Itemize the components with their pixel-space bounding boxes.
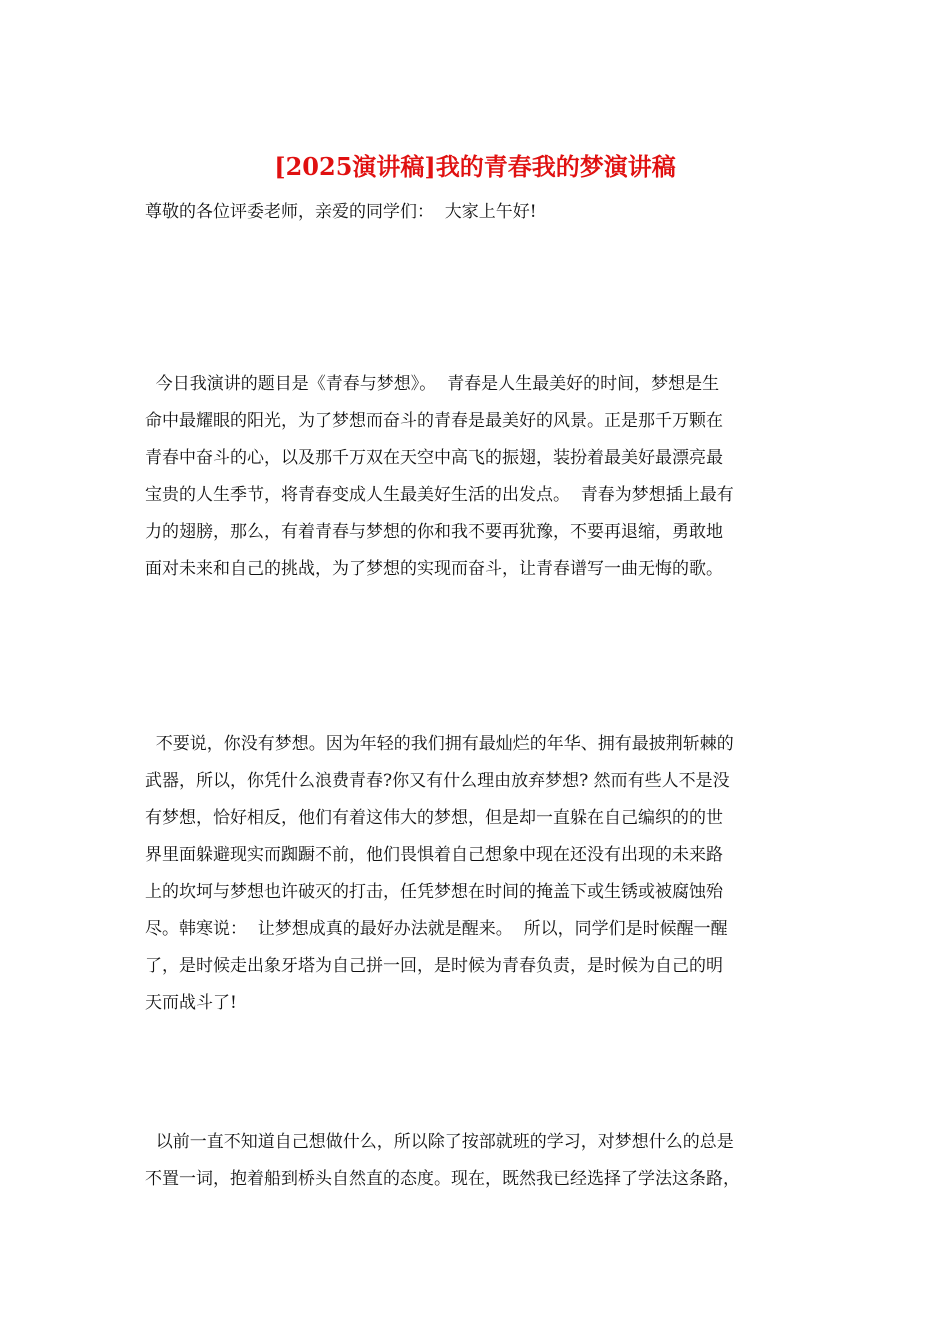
paragraph-line: 命中最耀眼的阳光，为了梦想而奋斗的青春是最美好的风景。正是那千万颗在 [145, 411, 723, 431]
paragraph-2 [145, 726, 810, 1022]
paragraph-line: 不置一词，抱着船到桥头自然直的态度。现在，既然我已经选择了学法这条路， [145, 1169, 740, 1189]
document-title: [2025演讲稿]我的青春我的梦演讲稿 [274, 152, 676, 181]
paragraph-line: 面对未来和自己的挑战，为了梦想的实现而奋斗，让青春谱写一曲无悔的歌。 [145, 559, 723, 579]
paragraph-line: 尽。韩寒说： 让梦想成真的最好办法就是醒来。 所以，同学们是时候醒一醒 [145, 919, 728, 939]
paragraph-line: 青春中奋斗的心，以及那千万双在天空中高飞的振翅，装扮着最美好最漂亮最 [145, 448, 723, 468]
paragraph-1 [145, 366, 810, 588]
paragraph-line: 了，是时候走出象牙塔为自己拼一回，是时候为青春负责，是时候为自己的明 [145, 956, 723, 976]
paragraph-line: 力的翅膀，那么，有着青春与梦想的你和我不要再犹豫，不要再退缩，勇敢地 [145, 522, 723, 542]
paragraph-line: 天而战斗了! [145, 993, 237, 1013]
paragraph-line: 武器，所以，你凭什么浪费青春?你又有什么理由放弃梦想? 然而有些人不是没 [145, 771, 730, 791]
paragraph-line: 宝贵的人生季节，将青春变成人生最美好生活的出发点。 青春为梦想插上最有 [145, 485, 734, 505]
paragraph-line: 上的坎坷与梦想也许破灭的打击，任凭梦想在时间的掩盖下或生锈或被腐蚀殆 [145, 882, 723, 902]
paragraph-line: 以前一直不知道自己想做什么，所以除了按部就班的学习，对梦想什么的总是 [145, 1132, 734, 1152]
paragraph-line: 界里面躲避现实而踟蹰不前，他们畏惧着自己想象中现在还没有出现的未来路 [145, 845, 723, 865]
paragraph-3 [145, 1124, 810, 1198]
paragraph-line: 有梦想，恰好相反，他们有着这伟大的梦想，但是却一直躲在自己编织的的世 [145, 808, 723, 828]
paragraph-line: 今日我演讲的题目是《青春与梦想》。 青春是人生最美好的时间，梦想是生 [145, 374, 720, 394]
paragraph-line: 不要说，你没有梦想。因为年轻的我们拥有最灿烂的年华、拥有最披荆斩棘的 [145, 734, 734, 754]
greeting-line: 尊敬的各位评委老师，亲爱的同学们： 大家上午好! [145, 202, 537, 222]
